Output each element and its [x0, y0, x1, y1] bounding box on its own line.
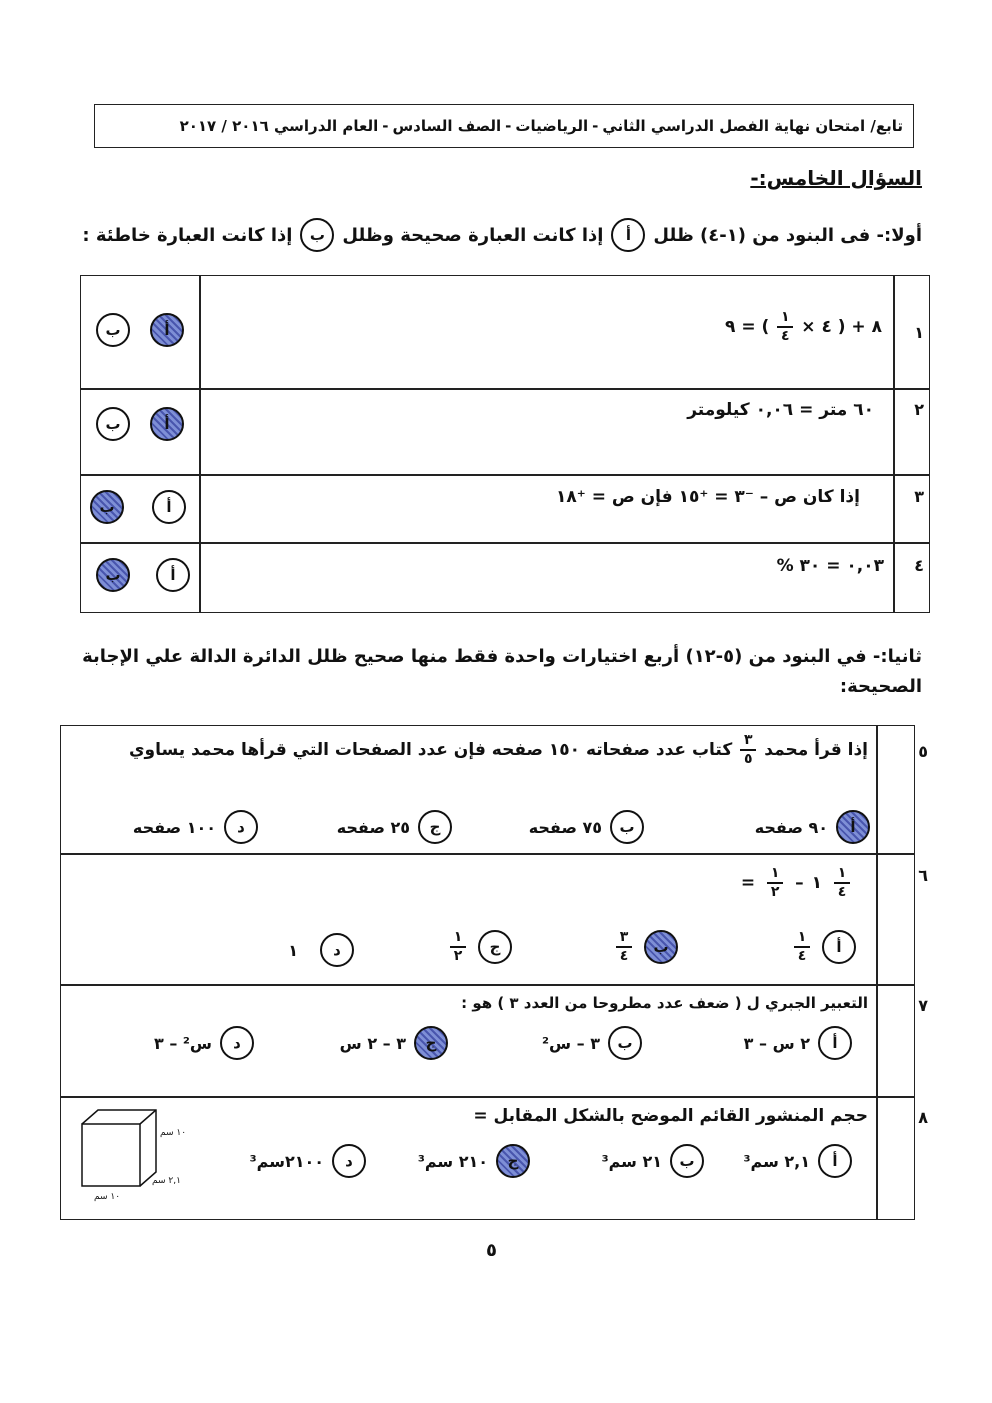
- part1-intro-b: إذا كانت العبارة صحيحة وظلل: [342, 224, 604, 246]
- question-7-text: التعبير الجبري ل ( ضعف عدد مطروحا من العدد ٣ ) هو :: [461, 994, 868, 1012]
- fraction-numerator: ١: [770, 865, 780, 881]
- answer-circle-a[interactable]: أ: [152, 490, 186, 524]
- whole-number: ١: [811, 872, 822, 893]
- fraction-numerator: ١: [797, 929, 807, 946]
- header-subject: الرياضيات: [515, 117, 589, 135]
- figure-top-label: ١٠ سم: [160, 1128, 187, 1138]
- choice-text: ٢,١ سم³: [743, 1151, 810, 1171]
- choice-text: ١٠٠ صفحه: [132, 817, 216, 837]
- choice-circle[interactable]: ب: [608, 1026, 642, 1060]
- fraction-denominator: ٤: [837, 883, 847, 900]
- part1-intro: [82, 218, 922, 252]
- choice-d[interactable]: [250, 1144, 366, 1178]
- exam-header: [94, 104, 914, 148]
- row-number: ٣: [914, 487, 924, 506]
- q5-pre: إذا قرأ محمد: [764, 739, 868, 760]
- choice-circle[interactable]: أ: [822, 930, 856, 964]
- choice-circle[interactable]: ج: [414, 1026, 448, 1060]
- choice-circle[interactable]: د: [332, 1144, 366, 1178]
- row-number: ٢: [914, 400, 924, 419]
- fraction: [616, 930, 632, 964]
- choice-text: س² – ٣: [154, 1033, 212, 1053]
- choice-d[interactable]: [133, 810, 258, 844]
- question-6-expression: [741, 866, 854, 900]
- prism-edge: [140, 1110, 156, 1124]
- header-sep: -: [382, 117, 389, 135]
- choice-text: ٢١٠ سم³: [417, 1151, 488, 1171]
- statement-2: ٦٠ متر = ٠,٠٦ كيلومتر: [687, 400, 874, 420]
- choice-circle[interactable]: ب: [670, 1144, 704, 1178]
- choice-text: ٣ – س²: [542, 1033, 600, 1053]
- answer-circle-a[interactable]: أ: [150, 313, 184, 347]
- figure-bottom-label: ١٠ سم: [94, 1192, 121, 1202]
- header-sep: -: [505, 117, 512, 135]
- header-sep: -: [592, 117, 599, 135]
- page-number: ٥: [486, 1240, 497, 1261]
- statement-4: ٠,٠٣ = ٣٠ %: [776, 556, 884, 576]
- question-number: ٥: [918, 742, 928, 761]
- choice-circle[interactable]: ج: [496, 1144, 530, 1178]
- choice-circle[interactable]: ج: [478, 930, 512, 964]
- choice-circle[interactable]: ب: [644, 930, 678, 964]
- fraction-denominator: ٢: [770, 883, 780, 900]
- fraction: [450, 930, 466, 964]
- choice-circle[interactable]: د: [220, 1026, 254, 1060]
- choice-c[interactable]: [418, 1144, 530, 1178]
- question-8-text: حجم المنشور القائم الموضح بالشكل المقابل =: [473, 1106, 868, 1126]
- row-number: ١: [914, 323, 924, 342]
- answer-circle-a[interactable]: أ: [156, 558, 190, 592]
- statement-3: إذا كان ص – ⁻٣ = ⁺١٥ فإن ص = ⁺١٨: [556, 487, 860, 507]
- fraction-numerator: ٣: [743, 732, 753, 748]
- fraction: [740, 733, 756, 767]
- choice-a[interactable]: [790, 930, 856, 964]
- choice-text: ١: [288, 940, 298, 960]
- choice-a[interactable]: [744, 1026, 852, 1060]
- choice-circle[interactable]: أ: [818, 1144, 852, 1178]
- choice-d[interactable]: [154, 1026, 254, 1060]
- choice-a[interactable]: [755, 810, 870, 844]
- choice-b[interactable]: [602, 1144, 704, 1178]
- choice-c[interactable]: [340, 1026, 448, 1060]
- figure-side-label: ٢,١ سم: [152, 1176, 181, 1186]
- choice-circle[interactable]: أ: [818, 1026, 852, 1060]
- minus-sign: –: [795, 872, 804, 893]
- fraction-denominator: ٥: [743, 750, 753, 767]
- fraction: [767, 866, 783, 900]
- question-number: ٧: [918, 996, 928, 1015]
- answer-circle-a[interactable]: أ: [150, 407, 184, 441]
- header-grade: الصف السادس: [392, 117, 502, 135]
- fraction-denominator: ٢: [453, 947, 463, 964]
- choice-circle[interactable]: د: [224, 810, 258, 844]
- answer-circle-b[interactable]: ب: [96, 407, 130, 441]
- q5-post: كتاب عدد صفحاته ١٥٠ صفحه فإن عدد الصفحات التي قرأها محمد يساوي: [128, 739, 733, 760]
- fraction-denominator: ٤: [781, 327, 790, 344]
- choice-b[interactable]: [612, 930, 678, 964]
- section-title: السؤال الخامس:-: [750, 166, 922, 190]
- choice-circle[interactable]: ب: [610, 810, 644, 844]
- choice-text: ٩٠ صفحه: [754, 817, 828, 837]
- choice-circle[interactable]: ج: [418, 810, 452, 844]
- part1-intro-a: أولا:- فى البنود من (١-٤) ظلل: [653, 224, 922, 246]
- legend-circle-a: أ: [611, 218, 645, 252]
- prism-back-edges: [82, 1110, 156, 1186]
- choice-text: ٣ – ٢ س: [339, 1033, 406, 1053]
- choice-text: ٢١٠٠سم³: [249, 1151, 324, 1171]
- choice-d[interactable]: [288, 933, 354, 967]
- row-number: ٤: [914, 556, 924, 575]
- fraction-denominator: ٤: [619, 947, 629, 964]
- statement-1: [725, 310, 882, 344]
- answer-circle-b[interactable]: ب: [90, 490, 124, 524]
- choice-text: ٢ س – ٣: [743, 1033, 810, 1053]
- choice-b[interactable]: [529, 810, 644, 844]
- header-year: العام الدراسي ٢٠١٦ / ٢٠١٧: [179, 117, 379, 135]
- choice-circle[interactable]: أ: [836, 810, 870, 844]
- prism-front-face: [82, 1124, 140, 1186]
- fraction-numerator: ١: [837, 865, 847, 881]
- part1-intro-c: إذا كانت العبارة خاطئة :: [82, 224, 293, 246]
- fraction: [794, 930, 810, 964]
- question-5-text: [129, 733, 868, 767]
- part2-intro-line2: الصحيحة:: [839, 676, 922, 697]
- answer-circle-b[interactable]: ب: [96, 313, 130, 347]
- fraction-numerator: ٣: [619, 929, 629, 946]
- choice-b[interactable]: [542, 1026, 642, 1060]
- fraction-numerator: ١: [781, 309, 790, 325]
- choice-a[interactable]: [744, 1144, 852, 1178]
- answer-circle-b[interactable]: ب: [96, 558, 130, 592]
- choice-circle[interactable]: د: [320, 933, 354, 967]
- question-number: ٨: [918, 1108, 928, 1127]
- legend-circle-b: ب: [300, 218, 334, 252]
- fraction-numerator: ١: [453, 929, 463, 946]
- header-exam-title: تابع/ امتحان نهاية الفصل الدراسي الثاني: [602, 117, 903, 135]
- fraction: [834, 866, 850, 900]
- equals-sign: =: [740, 872, 756, 893]
- choice-text: ٢٥ صفحه: [336, 817, 410, 837]
- choice-c[interactable]: [446, 930, 512, 964]
- choice-text: ٧٥ صفحه: [528, 817, 602, 837]
- choice-text: ٢١ سم³: [601, 1151, 662, 1171]
- statement-1-pre: ٨ + ( ٤ ×: [801, 316, 882, 337]
- choice-c[interactable]: [337, 810, 452, 844]
- question-number: ٦: [918, 866, 928, 885]
- fraction: [777, 310, 793, 344]
- statement-1-post: ) = ٩: [725, 316, 770, 337]
- fraction-denominator: ٤: [797, 947, 807, 964]
- part2-intro-line1: ثانيا:- في البنود من (٥-١٢) أربع اختيارات واحدة فقط منها صحيح ظلل الدائرة الدالة علي الإجابة: [82, 646, 922, 667]
